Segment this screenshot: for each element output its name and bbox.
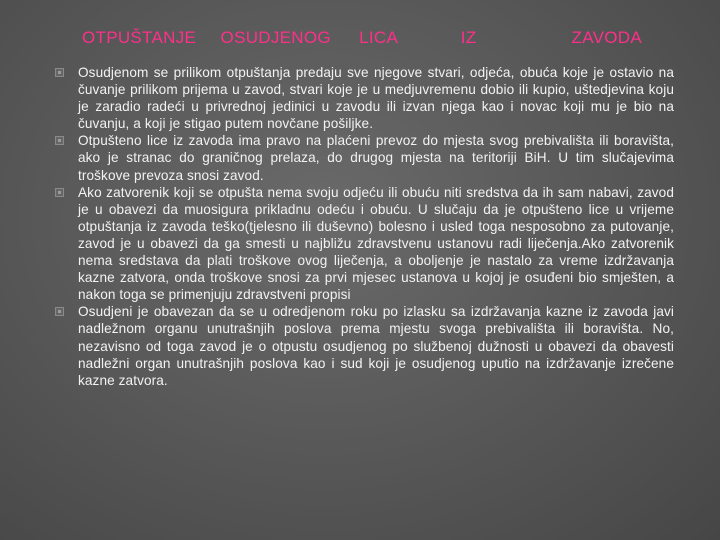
slide-title bbox=[82, 28, 642, 48]
paragraph-text: Ako zatvorenik koji se otpušta nema svoju odjeću ili obuću niti sredstva da ih sam nabavi, zavod je u obavezi da muosigura prikladnu odeću i obuću. U slučaju da je otpušteno lice u vrijeme otpuštanja iz zavoda teško(tjelesno ili duševno) bolesno i usled toga nesposobno za putovanje, zavod je u obavezi da ga smesti u najbližu zdravstvenu ustanovu radi liječenja.Ako zatvorenik nema sredstava da plati troškove ovog liječenja, a oboljenje je nastalo za vreme izdržavanja kazne zatvora, onda troškove snosi za prvi mjesec ustanova u kojoj je osuđeni bio smješten, a nakon toga se primenjuju zdravstveni propisi bbox=[78, 184, 674, 303]
paragraph-text: Otpušteno lice iz zavoda ima pravo na plaćeni prevoz do mjesta svog prebivališta ili boravišta, ako je stranac do graničnog prelaza, do drugog mjesta na teritoriji BiH. U tim slučajevima troškove prevoza snosi zavod. bbox=[78, 133, 674, 183]
title-word-2: OSUDJENOG bbox=[220, 28, 331, 47]
square-bullet-icon bbox=[55, 68, 64, 77]
bullet-list bbox=[60, 64, 674, 389]
square-bullet-icon bbox=[55, 136, 64, 145]
title-word-3: LICA bbox=[359, 28, 399, 47]
paragraph-text: Osudjeni je obavezan da se u odredjenom roku po izlasku sa izdržavanja kazne iz zavoda javi nadležnom organu unutrašnjih poslova prema mjestu svoga prebivališta ili boravišta. No, nezavisno od toga zavod je o otpustu osudjenog po službenoj dužnosti u obavezi da obavesti nadležni organ unutrašnjih poslova kao i sud koji je osudjenog uputio na izdržavanje izrečene kazne zatvora. bbox=[78, 304, 674, 388]
title-word-5: ZAVODA bbox=[571, 28, 642, 47]
square-bullet-icon bbox=[55, 307, 64, 316]
list-item bbox=[60, 303, 674, 388]
list-item bbox=[60, 184, 674, 304]
title-word-1: OTPUŠTANJE bbox=[82, 28, 197, 47]
list-item bbox=[60, 64, 674, 132]
title-word-4: IZ bbox=[460, 28, 477, 47]
square-bullet-icon bbox=[55, 188, 64, 197]
list-item bbox=[60, 132, 674, 183]
paragraph-text: Osudjenom se prilikom otpuštanja predaju sve njegove stvari, odjeća, obuća koje je ostavio na čuvanje prilikom prijema u zavod, stvari koje je u medjuvremenu dobio ili kupio, uštedjevina koju je zaradio radeći u privrednoj jedinici u zavodu ili izvan njega kao i novac koji mu je bio na čuvanju, a koji je stigao putem novčane pošiljke. bbox=[78, 65, 674, 132]
